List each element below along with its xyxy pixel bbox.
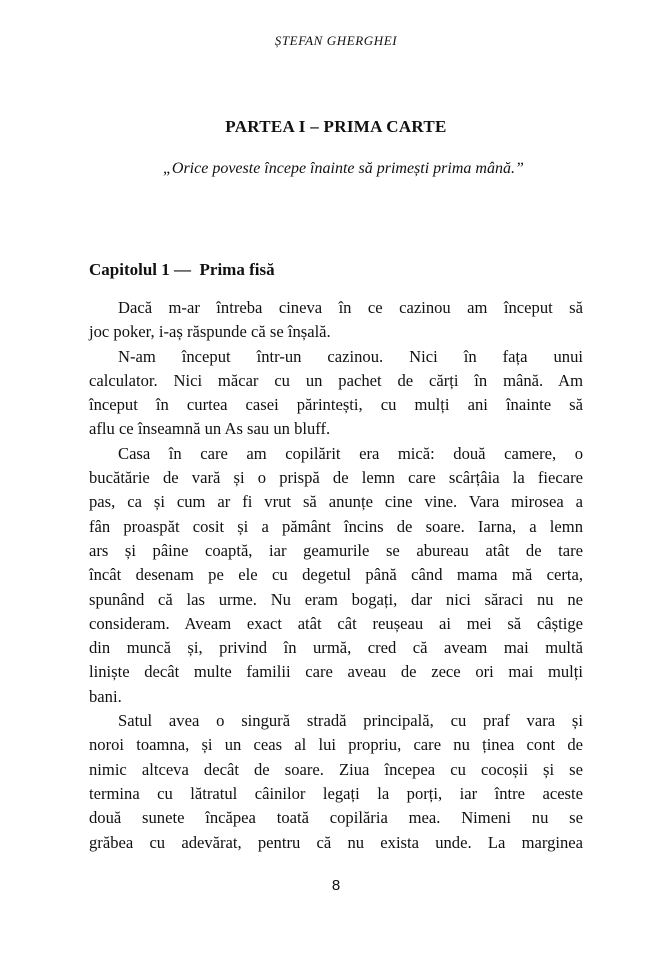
text-line: două sunete încăpea toată copilăria mea. Nimeni nu se [89,808,583,828]
epigraph: „Orice poveste începe înainte să primești prima mână.” [163,160,524,177]
text-line: noroi toamna, și un ceas al lui propriu, care nu ținea cont de [89,735,583,755]
text-line: liniște decât multe familii care aveau de zece ori mai mulți [89,662,583,682]
text-line: Satul avea o singură stradă principală, cu praf vara și [118,711,583,731]
text-line: joc poker, i-aș răspunde că se înșală. [89,322,331,342]
text-line: ars și pâine coaptă, iar geamurile se abureau atât de tare [89,540,583,560]
text-line: aflu ce înseamnă un As sau un bluff. [89,419,331,439]
running-header-author: ȘTEFAN GHERGHEI [274,33,398,48]
text-line: termina cu lătratul câinilor legați la porți, iar între aceste [89,783,583,803]
text-line: început în curtea casei părintești, cu mulți ani înainte să [89,395,583,415]
text-line: bani. [89,686,122,706]
text-line: nimic altceva decât de soare. Ziua începea cu cocoșii și se [89,759,583,779]
text-line: Casa în care am copilărit era mică: două camere, o [118,443,583,463]
text-line: spunând că las urme. Nu eram bogați, dar nici săraci nu ne [89,589,583,609]
text-line: grăbea cu adevărat, pentru că nu exista unde. La marginea [89,832,583,852]
text-line: fân proaspăt cosit și a pământ încins de soare. Iarna, a lemn [89,516,583,536]
page-number: 8 [331,877,341,894]
chapter-heading: Capitolul 1 — Prima fisă [89,260,275,279]
body-text [89,296,583,855]
text-line: pas, ca și cum ar fi vrut să anunțe cine vine. Vara mirosea a [89,492,583,512]
text-line: încât desenam pe ele cu degetul până când mama mă certa, [89,565,583,585]
text-line: din muncă și, privind în urmă, cred că aveam mai multă [89,638,583,658]
text-line: Dacă m-ar întreba cineva în ce cazinou am început să [118,298,583,317]
part-title: PARTEA I – PRIMA CARTE [225,117,447,136]
text-line: bucătărie de vară și o prispă de lemn care scârțâia la fiecare [89,468,583,488]
text-line: calculator. Nici măcar cu un pachet de cărți în mână. Am [89,370,583,390]
text-line: consideram. Aveam exact atât cât reușeau ai mei să câștige [89,613,583,633]
text-line: N-am început într-un cazinou. Nici în fața unui [118,346,583,366]
